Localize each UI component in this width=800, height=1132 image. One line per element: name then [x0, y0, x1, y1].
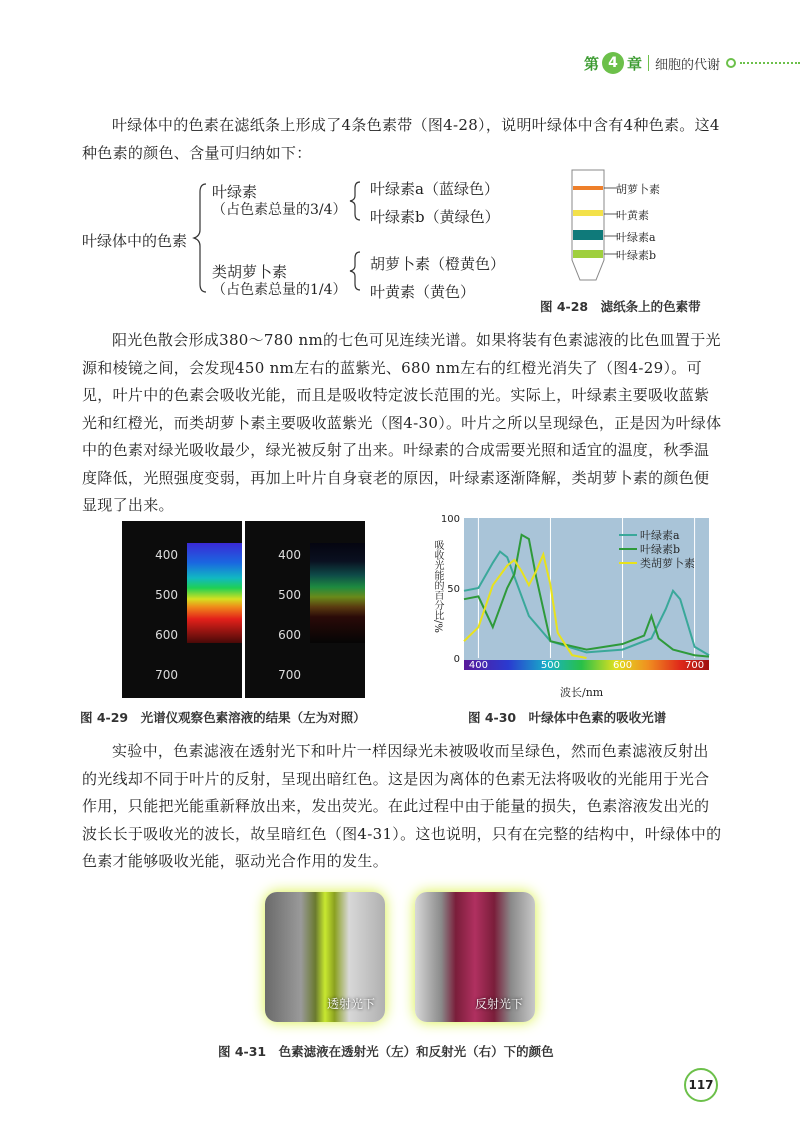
- chapter-suffix: 章: [627, 54, 643, 73]
- chapter-prefix: 第: [584, 54, 600, 73]
- scale-tick-600: 600: [278, 628, 301, 642]
- scale-tick-600: 600: [155, 628, 178, 642]
- spectrum-photo-control: [122, 521, 242, 698]
- x-tick-400: 400: [468, 660, 488, 671]
- band-xanthophyll: [573, 210, 603, 216]
- scale-tick-500: 500: [278, 588, 301, 602]
- header-divider: [648, 55, 649, 71]
- y-tick-100: 100: [440, 514, 460, 525]
- tree-item-chlorophyll-a: 叶绿素a（蓝绿色）: [370, 180, 499, 198]
- scale-tick-500: 500: [155, 588, 178, 602]
- paragraph-3: 实验中，色素滤液在透射光下和叶片一样因绿光未被吸收而呈绿色，然而色素滤液反射出的光线却不同于叶片的反射，呈现出暗红色。这是因为离体的色素无法将吸收的光能用于光合作用，只能把光能重新释放出来，发出荧光。在此过程中由于能量的损失，色素溶液发出光的波长长于吸收光的波长，故呈暗红色（图4-31）。这也说明，只有在完整的结构中，叶绿体中的色素才能够吸收光能，驱动光合作用的发生。: [82, 742, 722, 870]
- band-carotene: [573, 186, 603, 190]
- figure-4-31-caption: 图 4-31 色素滤液在透射光（左）和反射光（右）下的颜色: [218, 1044, 554, 1059]
- spectrum-scale-right: [257, 535, 301, 695]
- figure-4-28-caption: 图 4-28 滤纸条上的色素带: [540, 299, 701, 314]
- band-chlorophyll-a: [573, 230, 603, 240]
- y-tick-50: 50: [447, 584, 460, 595]
- header-dot-icon: [726, 58, 736, 68]
- y-tick-0: 0: [453, 654, 460, 665]
- x-tick-600: 600: [612, 660, 633, 671]
- group-chlorophyll-name: 叶绿素: [212, 183, 258, 201]
- scale-tick-700: 700: [278, 668, 301, 682]
- scale-tick-400: 400: [155, 548, 178, 562]
- legend-label-2: 类胡萝卜素: [640, 557, 695, 570]
- figure-4-30-caption: 图 4-30 叶绿体中色素的吸收光谱: [468, 710, 667, 725]
- x-tick-500: 500: [540, 660, 561, 671]
- chapter-title: 细胞的代谢: [655, 57, 721, 73]
- scale-tick-700: 700: [155, 668, 178, 682]
- strip-label-carotene: 胡萝卜素: [616, 183, 660, 196]
- band-chlorophyll-b: [573, 250, 603, 258]
- legend-label-0: 叶绿素a: [640, 529, 680, 542]
- chapter-number-badge: 4: [602, 52, 624, 74]
- strip-label-xanthophyll: 叶黄素: [616, 209, 649, 222]
- x-tick-700: 700: [685, 660, 705, 671]
- chart-spectrum-bar: [464, 660, 709, 670]
- chapter-header: [584, 50, 800, 76]
- strip-label-chlorophyll-b: 叶绿素b: [616, 249, 657, 262]
- group-chlorophyll-note: （占色素总量的3/4）: [212, 202, 347, 218]
- chart-x-axis-label: 波长/nm: [560, 686, 604, 699]
- spectrum-band-full: [187, 543, 242, 643]
- spectrum-band-absorbed: [310, 543, 365, 643]
- tree-item-carotene: 胡萝卜素（橙黄色）: [370, 255, 506, 273]
- tree-item-xanthophyll: 叶黄素（黄色）: [370, 283, 476, 301]
- paragraph-1: 叶绿体中的色素在滤纸条上形成了4条色素带（图4-28），说明叶绿体中含有4种色素。这4种色素的颜色、含量可归纳如下：: [82, 116, 720, 162]
- chart-y-axis-label: 吸收光能的百分比/%: [432, 540, 443, 633]
- figure-4-29-caption: 图 4-29 光谱仪观察色素溶液的结果（左为对照）: [80, 710, 366, 725]
- legend-label-1: 叶绿素b: [640, 543, 681, 556]
- paragraph-2: 阳光色散会形成380～780 nm的七色可见连续光谱。如果将装有色素滤液的比色皿置于光源和棱镜之间，会发现450 nm左右的蓝紫光、680 nm左右的红橙光消失了（图4-29）。可见，叶片中的色素会吸收光能，而且是吸收特定波长范围的光。实际上，叶绿素主要吸收蓝紫光和红橙光，而类胡萝卜素主要吸收蓝紫光（图4-30）。叶片之所以呈现绿色，正是因为叶绿体中的色素对绿光吸收最少，绿光被反射了出来。叶绿素的合成需要光照和适宜的温度，秋季温度降低，光照强度变弱，再加上叶片自身衰老的原因，叶绿素逐渐降解，类胡萝卜素的颜色便显现了出来。: [82, 331, 722, 514]
- label-transmitted: 透射光下: [326, 997, 375, 1011]
- spectrum-photo-pigment: [245, 521, 365, 698]
- absorption-spectrum-chart: [424, 508, 724, 698]
- header-dotted-line: [740, 62, 800, 64]
- spectrum-scale-left: [134, 535, 178, 695]
- photo-reflected-light: [415, 892, 535, 1022]
- strip-label-chlorophyll-a: 叶绿素a: [616, 231, 656, 244]
- page-number: 117: [684, 1068, 718, 1102]
- label-reflected: 反射光下: [474, 997, 523, 1011]
- scale-tick-400: 400: [278, 548, 301, 562]
- tree-root: 叶绿体中的色素: [82, 232, 188, 250]
- tree-item-chlorophyll-b: 叶绿素b（黄绿色）: [370, 208, 500, 226]
- group-carotenoid-note: （占色素总量的1/4）: [212, 282, 347, 298]
- group-carotenoid-name: 类胡萝卜素: [212, 263, 288, 281]
- photo-transmitted-light: [265, 892, 385, 1022]
